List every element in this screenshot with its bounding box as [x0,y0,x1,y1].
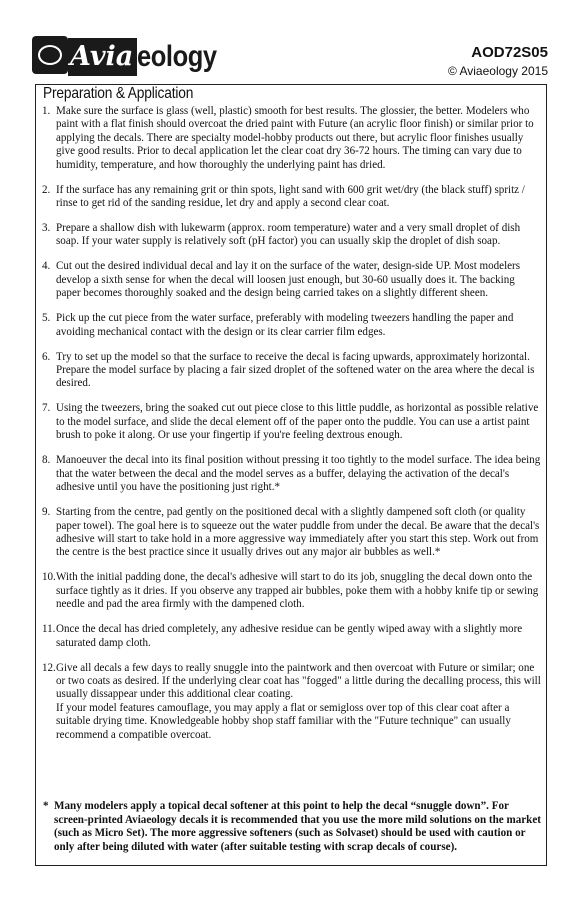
logo-wordmark [68,34,231,76]
page-header [0,0,582,86]
document-code: AOD72S05 [471,44,548,61]
step-note: If your model features camouflage, you may apply a flat or semigloss over top of this clear coat after a suitable drying time. Knowledgeable hobby shop staff familiar with the "Future technique" can usually recommend a compatible overcoat. [56,701,511,741]
step-text: With the initial padding done, the decal's adhesive will start to do its job, snuggling the decal down onto the surface tightly as it dries. If you observe any trapped air bubbles, poke them with a hobby knife tip or sewing needle and pad the area firmly with the dampened cloth. [56,571,539,611]
step-number: 12. [42,661,56,674]
step-number: 3. [42,222,51,235]
step-text: Using the tweezers, bring the soaked cut out piece close to this little puddle, as horizontal as possible relative to the model surface, and slide the decal element off of the paper onto the puddle. You can use a artist paint brush to poke it along. Or use your fingertip if you're feeling dextrous enough. [56,402,539,442]
step-number: 6. [42,350,51,363]
step-number: 4. [42,260,51,273]
step-number: 8. [42,454,51,467]
list-item [42,222,542,249]
step-number: 2. [42,183,51,196]
step-number: 7. [42,402,51,415]
step-text: Cut out the desired individual decal and lay it on the surface of the water, design-side UP. Most modelers develop a sixth sense for when the decal will loosen just enough, but 30-60 usually does it. The backing paper becomes thoroughly soaked and the design being carried takes on a slightly different sheen. [56,260,521,300]
step-number: 11. [42,623,56,636]
logo-emblem-icon [32,36,68,74]
list-item [42,623,542,650]
step-text-wrapper [56,662,542,742]
list-item [42,506,542,560]
footnote-line-2: screen-printed Aviaeology decals it is recommended that you use the more mild solutions on the market (such as Micro Set). The more aggressive softeners (such as Solvaset) should be used with caution or only after being diluted with water (after suitable testing with scrap decals of course). [54,813,541,853]
list-item [42,351,542,391]
step-number: 9. [42,506,51,519]
list-item [42,260,542,300]
step-text: Make sure the surface is glass (well, plastic) smooth for best results. The glossier, the better. Modelers who paint with a flat finish should overcoat the dried paint with Future (an acrylic floor finish) or similar prior to applying the decals. There are specialty model-hobby products out there, but acrylic floor finishes usually give good results. Prior to decal application let the clear coat dry 36-72 hours. The timing can vary due to humidity, temperature, and how thoroughly the underlying paint has dried. [56,105,534,171]
aviaeology-logo [32,34,217,76]
step-text: Give all decals a few days to really snuggle into the paintwork and then overcoat with Future or similar; one or two coats as desired. If the underlying clear coat has "fogged" a little during the decalling process, this will usually dissappear under this additional clear coating. [56,661,541,701]
section-title: Preparation & Application [43,85,194,102]
step-text: Try to set up the model so that the surface to receive the decal is facing upwards, approximately horizontal. Prepare the model surface by placing a fair sized droplet of the softened water on the area where the decal is desired. [56,350,535,390]
steps-list [42,105,542,754]
step-text: If the surface has any remaining grit or thin spots, light sand with 600 grit wet/dry (the black stuff) spritz / rinse to get rid of the sanding residue, let dry and apply a second clear coat. [56,183,525,210]
step-text: Starting from the centre, pad gently on the positioned decal with a slightly dampened soft cloth (or quality paper towel). The goal here is to squeeze out the water puddle from under the decal. Be aware that the decal's adhesive will start to take hold in a more aggressive way immediately after you start this step. Work out from the centre is the best practice since it usually drives out any major air bubbles as well.* [56,506,540,559]
list-item [42,454,542,494]
logo-eology-text: eology [137,40,217,73]
step-number: 10. [42,571,56,584]
step-text: Pick up the cut piece from the water surface, preferably with modeling tweezers handling the paper and avoiding mechanical contact with the design or its clear carrier film edges. [56,312,514,338]
step-text: Prepare a shallow dish with lukewarm (approx. room temperature) water and a very small droplet of dish soap. If your water supply is relatively soft (pH factor) you can usually skip the droplet of dish soap. [56,222,521,248]
list-item [42,105,542,172]
footnote-line-1: Many modelers apply a topical decal softener at this point to help the decal “snuggle down”. For [54,800,509,812]
step-number: 5. [42,312,51,325]
list-item [42,571,542,611]
step-text: Manoeuver the decal into its final position without pressing it too tightly to the model surface. The idea being that the water between the decal and the model serves as a buffer, delaying the activation of the decal's adhesive until you have the positioning just right.* [56,454,541,494]
list-item [42,184,542,211]
copyright-notice: © Aviaeology 2015 [447,64,548,78]
step-number: 1. [42,105,51,117]
list-item [42,662,542,742]
footnote [43,800,541,854]
footnote-asterisk: * [43,800,49,812]
list-item [42,312,542,339]
step-text: Once the decal has dried completely, any adhesive residue can be gently wiped away with a slightly more saturated damp cloth. [56,623,523,649]
list-item [42,402,542,442]
logo-avia-text: Avia [68,38,137,76]
